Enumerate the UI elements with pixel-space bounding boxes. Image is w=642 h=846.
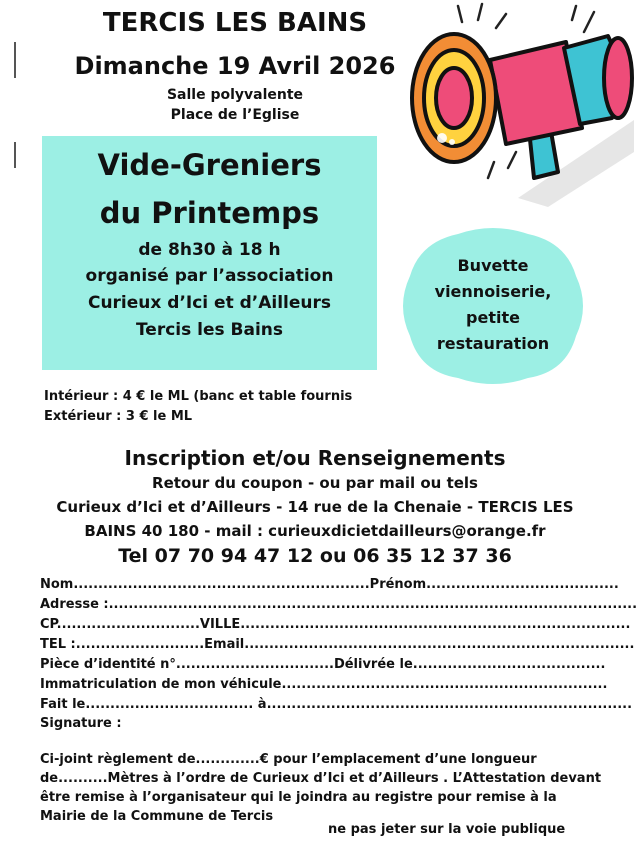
payment-note: être remise à l’organisateur qui le joindra au registre pour remise à la: [40, 790, 557, 805]
payment-note: Ci-joint règlement de.............€ pour l’emplacement d’une longueur: [40, 752, 537, 767]
megaphone-icon: [398, 2, 634, 212]
edge-mark: [14, 142, 16, 168]
inscription-email-line: BAINS 40 180 - mail : curieuxdicietdailleurs@orange.fr: [84, 522, 546, 540]
organizer-line: organisé par l’association: [85, 266, 334, 286]
inscription-phone: Tel 07 70 94 47 12 ou 06 35 12 37 36: [118, 545, 512, 567]
buvette-badge: [398, 226, 588, 386]
venue-place: Place de l’Eglise: [170, 107, 300, 123]
buvette-line: petite: [466, 308, 520, 327]
form-field-tel-email[interactable]: TEL :..........................Email...............................................................................: [40, 637, 635, 652]
form-field-fait-le[interactable]: Fait le.................................. à..........................................................................: [40, 697, 633, 712]
form-field-signature[interactable]: Signature :: [40, 716, 122, 731]
organizer-name: Curieux d’Ici et d’Ailleurs: [87, 293, 332, 313]
buvette-line: restauration: [436, 334, 550, 353]
buvette-line: viennoiserie,: [434, 282, 552, 301]
buvette-line: Buvette: [457, 256, 529, 275]
event-subtitle: du Printemps: [99, 196, 320, 230]
form-field-id[interactable]: Pièce d’identité n°................................Délivrée le.......................................: [40, 657, 606, 672]
form-field-adresse[interactable]: Adresse :...........................................................................................................: [40, 597, 638, 612]
venue-name: Salle polyvalente: [166, 87, 304, 103]
edge-mark: [14, 42, 16, 78]
event-title: Vide-Greniers: [97, 148, 322, 182]
payment-note: de..........Mètres à l’ordre de Curieux d’Ici et d’Ailleurs . L’Attestation devant: [40, 771, 602, 786]
form-field-vehicle[interactable]: Immatriculation de mon véhicule..................................................................: [40, 677, 608, 692]
form-field-nom[interactable]: Nom............................................................Prénom.......................................: [40, 577, 619, 592]
organizer-town: Tercis les Bains: [135, 320, 284, 340]
form-field-cp-ville[interactable]: CP.............................VILLE...............................................................................: [40, 617, 631, 632]
footer-note: ne pas jeter sur la voie publique: [328, 822, 566, 837]
price-interior: Intérieur : 4 € le ML (banc et table fournis: [44, 389, 353, 404]
inscription-coupon: Retour du coupon - ou par mail ou tels: [152, 474, 478, 492]
event-hours: de 8h30 à 18 h: [138, 240, 281, 260]
payment-note: Mairie de la Commune de Tercis: [40, 809, 274, 824]
town-title: TERCIS LES BAINS: [102, 8, 368, 38]
price-exterior: Extérieur : 3 € le ML: [44, 409, 193, 424]
event-date: Dimanche 19 Avril 2026: [74, 52, 396, 80]
inscription-address: Curieux d’Ici et d’Ailleurs - 14 rue de la Chenaie - TERCIS LES: [56, 498, 574, 516]
inscription-title: Inscription et/ou Renseignements: [124, 446, 506, 470]
